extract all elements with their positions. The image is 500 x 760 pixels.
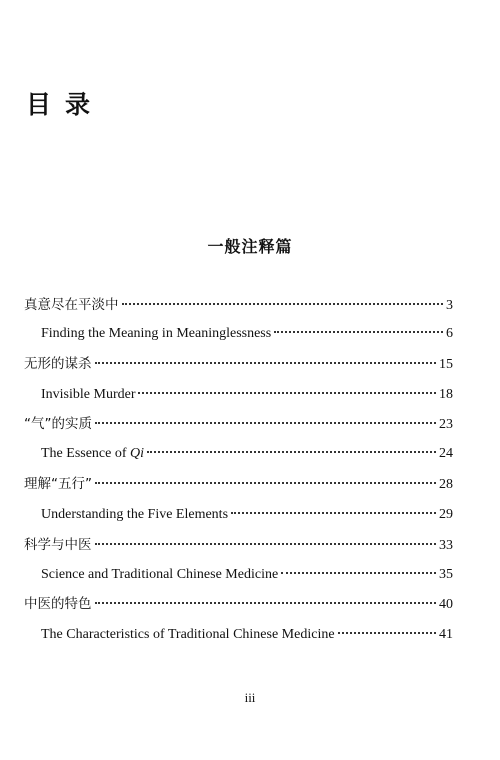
dot-leader: [338, 632, 436, 634]
toc-entry-title: Understanding the Five Elements: [41, 507, 229, 522]
toc-entry-page: 6: [446, 326, 453, 341]
toc-entry-page: 18: [439, 387, 453, 402]
dot-leader: [274, 331, 443, 333]
dot-leader: [95, 602, 437, 604]
toc-entry-title-italic: Qi: [130, 446, 145, 461]
dot-leader: [231, 512, 436, 514]
dot-leader: [122, 303, 444, 305]
toc-entry-en[interactable]: [41, 624, 453, 646]
toc-entry-page: 29: [439, 507, 453, 522]
toc-entry-title: The Characteristics of Traditional Chinese Medicine: [41, 627, 335, 642]
toc-entry-title: [41, 443, 144, 465]
dot-leader: [95, 362, 437, 364]
toc-entry-en[interactable]: [41, 443, 453, 465]
page-title: 目录: [26, 90, 105, 119]
toc-entry-title: Invisible Murder: [41, 387, 136, 402]
toc-entry-zh[interactable]: [24, 593, 453, 615]
toc-entry-title: 无形的谋杀: [24, 356, 92, 372]
toc-entry-zh[interactable]: [24, 534, 453, 556]
dot-leader: [281, 572, 436, 574]
toc-entry-title: 理解“五行”: [24, 476, 92, 492]
page-number: iii: [244, 690, 256, 705]
toc-entry-page: 35: [439, 567, 453, 582]
section-title: 一般注释篇: [207, 237, 293, 256]
dot-leader: [95, 422, 436, 424]
toc-entry-zh[interactable]: [24, 294, 453, 316]
toc-entry-zh[interactable]: [24, 473, 453, 495]
toc-entry-page: 40: [439, 597, 453, 612]
toc-entry-page: 33: [439, 538, 453, 553]
toc-entry-page: 41: [439, 627, 453, 642]
toc-entry-page: 23: [439, 417, 453, 432]
toc-entry-zh[interactable]: [24, 353, 453, 375]
toc-entry-en[interactable]: [41, 384, 453, 406]
toc-entry-page: 24: [439, 446, 453, 461]
toc-entry-title-prefix: The Essence of: [41, 446, 131, 461]
toc-entry-en[interactable]: [41, 564, 453, 586]
dot-leader: [95, 482, 436, 484]
toc-entry-page: 15: [439, 357, 453, 372]
toc-entry-title: Finding the Meaning in Meaninglessness: [41, 326, 272, 341]
toc-entry-en[interactable]: [41, 323, 453, 345]
toc-entry-title: “气”的实质: [24, 416, 92, 432]
toc-entry-title: Science and Traditional Chinese Medicine: [41, 567, 279, 582]
dot-leader: [138, 392, 436, 394]
dot-leader: [147, 451, 436, 453]
toc-entry-page: 28: [439, 477, 453, 492]
toc-entry-title: 真意尽在平淡中: [24, 297, 119, 313]
toc-entry-zh[interactable]: [24, 413, 453, 435]
toc-entry-en[interactable]: [41, 504, 453, 526]
toc-entry-title: 科学与中医: [24, 537, 92, 553]
toc-entry-title: 中医的特色: [24, 596, 92, 612]
toc-entry-page: 3: [446, 298, 453, 313]
dot-leader: [95, 543, 437, 545]
